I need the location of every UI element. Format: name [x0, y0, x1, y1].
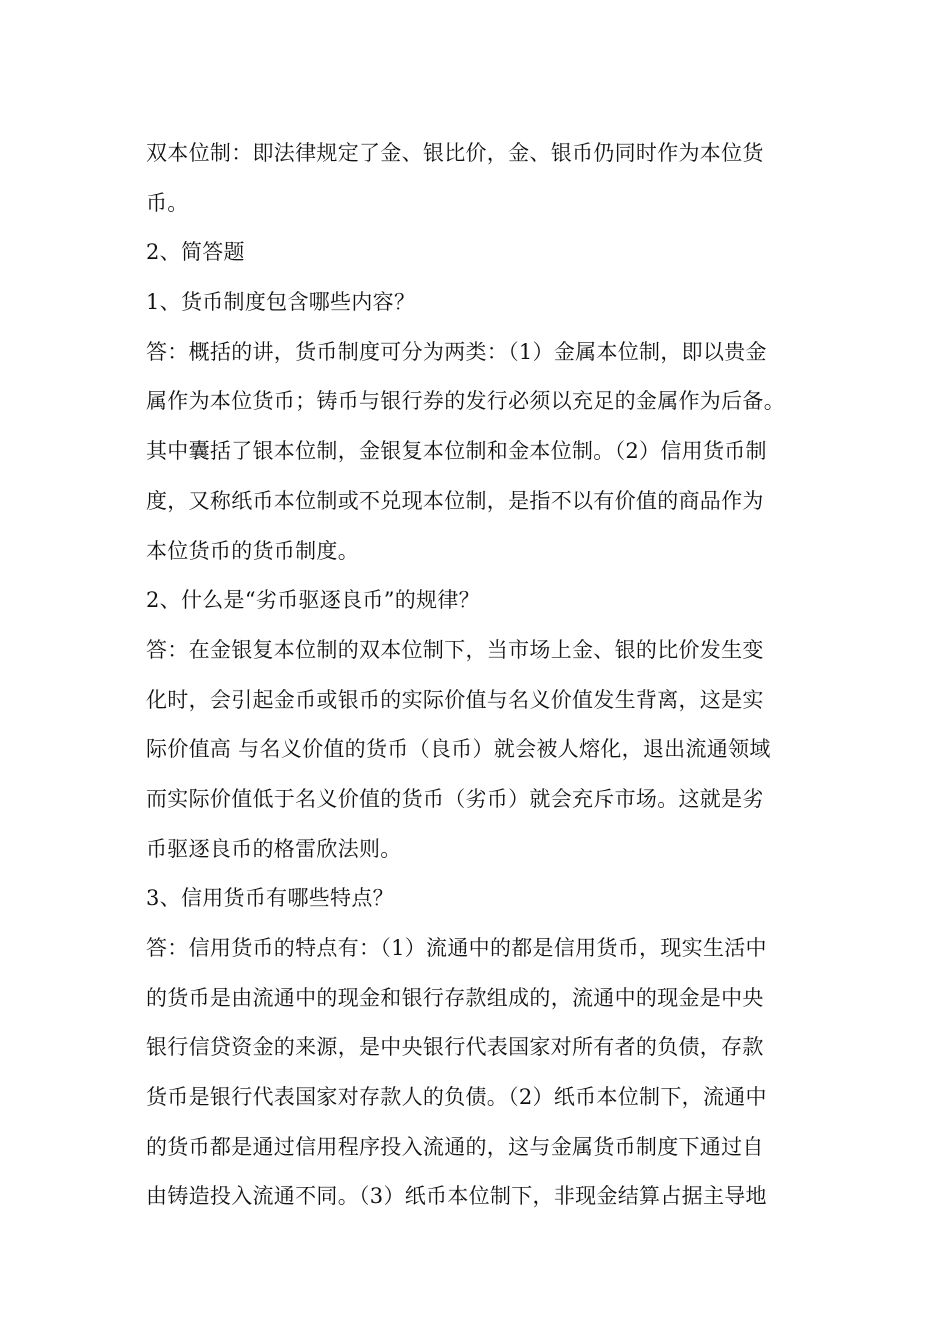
question-2: 2、什么是“劣币驱逐良币”的规律？: [146, 588, 480, 613]
answer-1-line: 其中囊括了银本位制，金银复本位制和金本位制。（2）信用货币制: [146, 439, 767, 464]
definition-line: 币。: [146, 190, 189, 215]
question-3: 3、信用货币有哪些特点？: [146, 886, 394, 911]
definition-line: 双本位制：即法律规定了金、银比价，金、银币仍同时作为本位货: [146, 141, 764, 165]
answer-2-line: 答：在金银复本位制的双本位制下，当市场上金、银的比价发生变: [146, 637, 764, 662]
document-body: [146, 129, 822, 1222]
answer-3-line: 的货币是由流通中的现金和银行存款组成的，流通中的现金是中央: [146, 985, 764, 1010]
question-1: 1、货币制度包含哪些内容？: [146, 290, 416, 315]
answer-3-line: 的货币都是通过信用程序投入流通的，这与金属货币制度下通过自: [146, 1134, 764, 1159]
answer-2-line: 化时，会引起金币或银币的实际价值与名义价值发生背离，这是实: [146, 687, 764, 712]
answer-2-line: 币驱逐良币的格雷欣法则。: [146, 836, 402, 861]
answer-3-line: 由铸造投入流通不同。（3）纸币本位制下，非现金结算占据主导地: [146, 1184, 767, 1209]
answer-1-line: 答：概括的讲，货币制度可分为两类：（1）金属本位制，即以贵金: [146, 339, 767, 364]
answer-3-line: 答：信用货币的特点有：（1）流通中的都是信用货币，现实生活中: [146, 936, 767, 960]
answer-1-line: 本位货币的货币制度。: [146, 538, 359, 563]
answer-2-line: 际价值高 与名义价值的货币（良币）就会被人熔化，退出流通领域: [146, 737, 771, 762]
answer-3-line: 货币是银行代表国家对存款人的负债。（2）纸币本位制下，流通中: [146, 1085, 767, 1110]
answer-2-line: 而实际价值低于名义价值的货币（劣币）就会充斥市场。这就是劣: [146, 786, 764, 811]
section-heading: 2、简答题: [146, 240, 245, 265]
answer-1-line: 度，又称纸币本位制或不兑现本位制，是指不以有价值的商品作为: [146, 488, 764, 513]
answer-3-line: 银行信贷资金的来源，是中央银行代表国家对所有者的负债，存款: [146, 1035, 764, 1060]
answer-1-line: 属作为本位货币；铸币与银行券的发行必须以充足的金属作为后备。: [146, 389, 785, 414]
